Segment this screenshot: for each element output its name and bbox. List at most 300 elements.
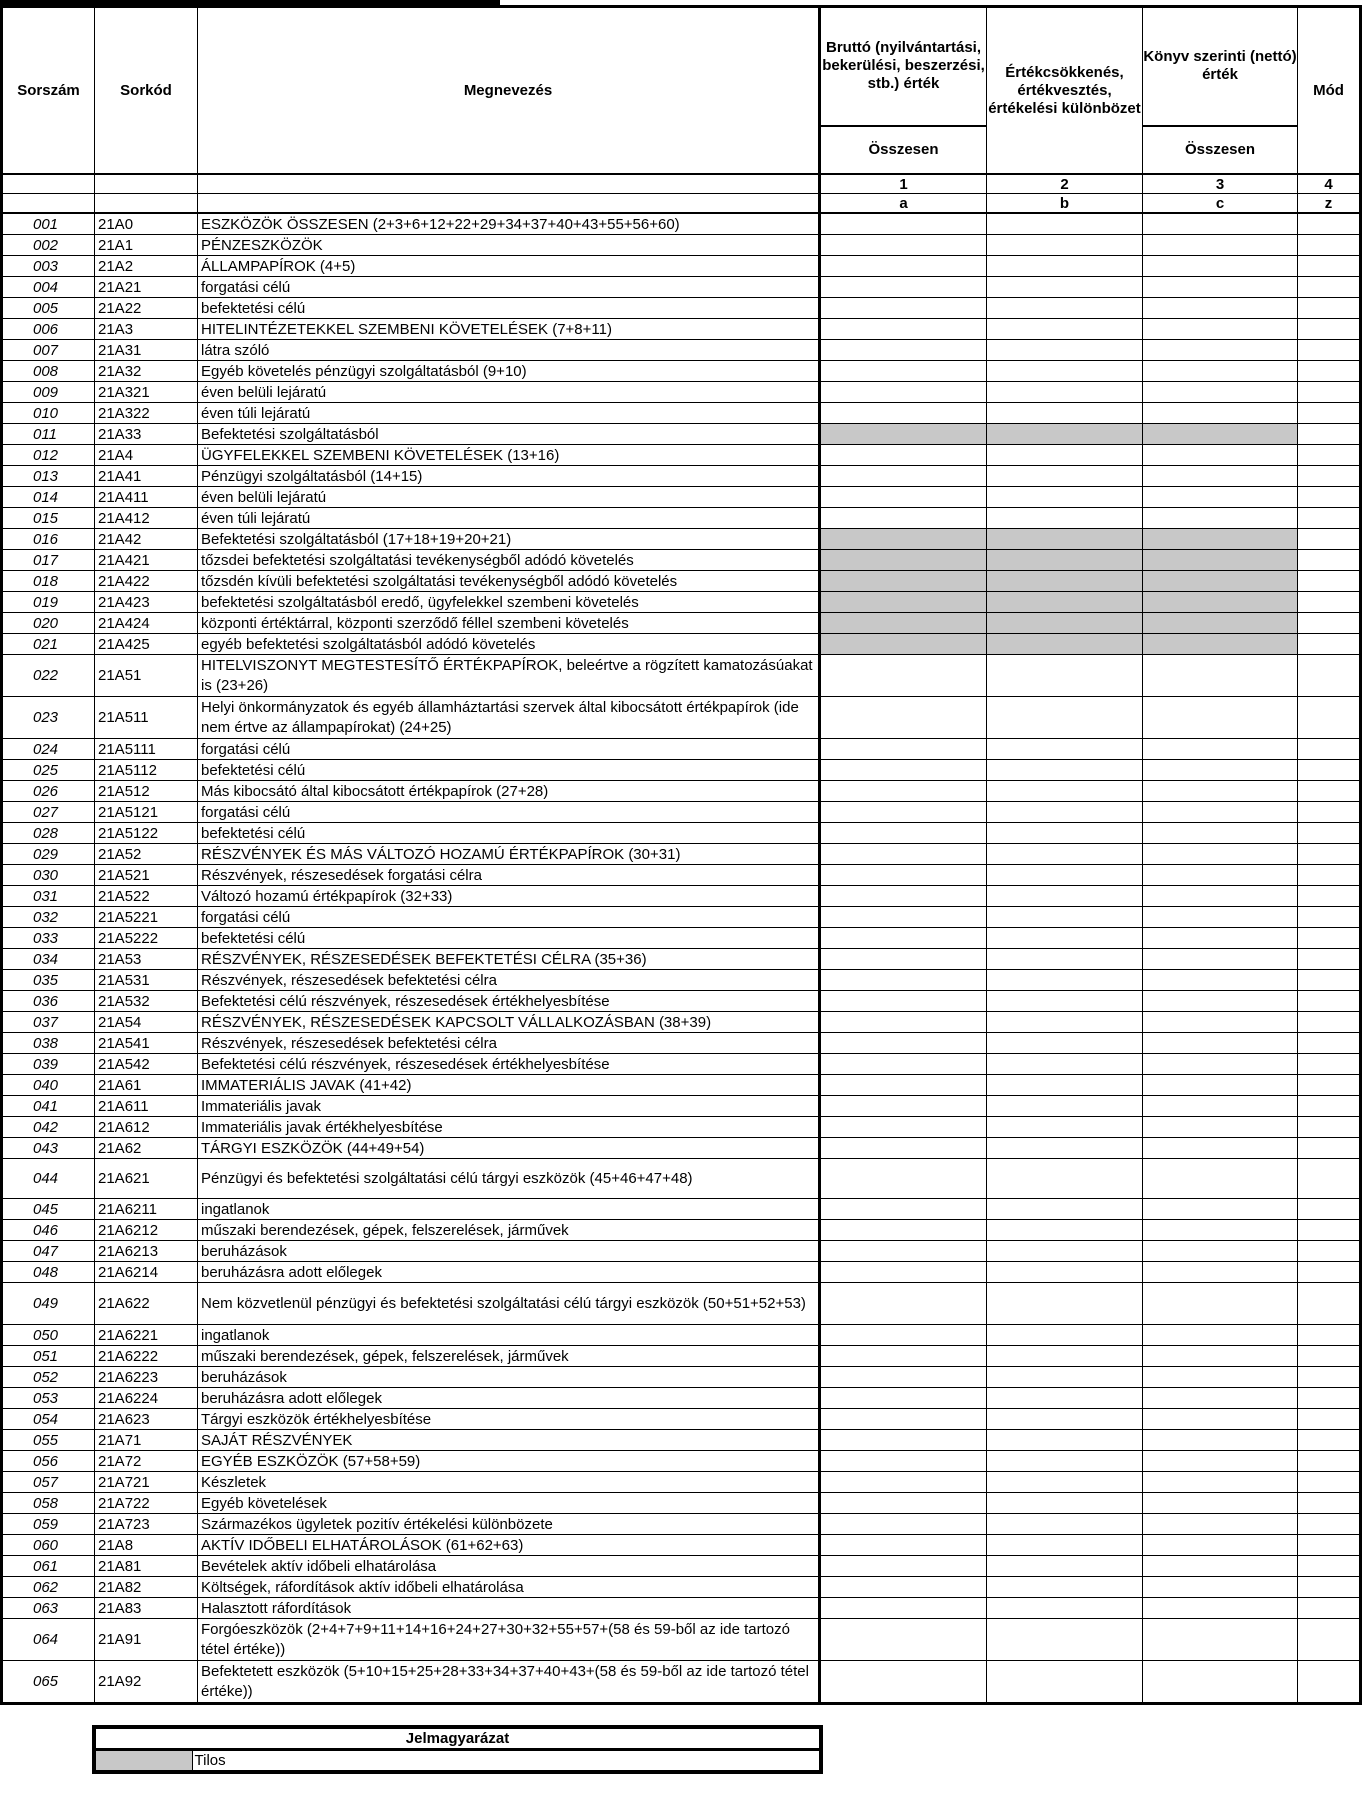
table-row bbox=[2, 1159, 1361, 1199]
value-cell-a[interactable] bbox=[820, 1325, 987, 1346]
value-cell-b[interactable] bbox=[987, 1346, 1143, 1367]
value-cell-a[interactable] bbox=[820, 340, 987, 361]
value-cell-b[interactable] bbox=[987, 844, 1143, 865]
value-cell-z[interactable] bbox=[1298, 865, 1361, 886]
value-cell-z[interactable] bbox=[1298, 1367, 1361, 1388]
value-cell-z[interactable] bbox=[1298, 1577, 1361, 1598]
value-cell-z[interactable] bbox=[1298, 1430, 1361, 1451]
row-sorszam: 008 bbox=[2, 361, 95, 382]
table-row bbox=[2, 1388, 1361, 1409]
value-cell-a[interactable] bbox=[820, 865, 987, 886]
table-row bbox=[2, 487, 1361, 508]
value-cell-a[interactable] bbox=[820, 823, 987, 844]
value-cell-a[interactable] bbox=[820, 781, 987, 802]
value-cell-b[interactable] bbox=[987, 760, 1143, 781]
table-row bbox=[2, 823, 1361, 844]
value-cell-z[interactable] bbox=[1298, 949, 1361, 970]
table-row bbox=[2, 1619, 1361, 1661]
value-cell-c[interactable] bbox=[1143, 697, 1298, 739]
value-cell-c[interactable] bbox=[1143, 739, 1298, 760]
value-cell-z[interactable] bbox=[1298, 508, 1361, 529]
value-cell-b[interactable] bbox=[987, 1075, 1143, 1096]
value-cell-b[interactable] bbox=[987, 508, 1143, 529]
value-cell-b[interactable] bbox=[987, 1199, 1143, 1220]
value-cell-b[interactable] bbox=[987, 1283, 1143, 1325]
value-cell-a[interactable] bbox=[820, 1262, 987, 1283]
value-cell-z[interactable] bbox=[1298, 487, 1361, 508]
value-cell-z[interactable] bbox=[1298, 1159, 1361, 1199]
value-cell-b[interactable] bbox=[987, 1325, 1143, 1346]
value-cell-c[interactable] bbox=[1143, 1598, 1298, 1619]
table-row bbox=[2, 213, 1361, 235]
value-cell-z[interactable] bbox=[1298, 340, 1361, 361]
value-cell-z[interactable] bbox=[1298, 1409, 1361, 1430]
value-cell-c[interactable] bbox=[1143, 1283, 1298, 1325]
value-cell-a[interactable] bbox=[820, 655, 987, 697]
value-cell-c[interactable] bbox=[1143, 382, 1298, 403]
value-cell-b[interactable] bbox=[987, 1514, 1143, 1535]
row-megnevezes: befektetési szolgáltatásból eredő, ügyfelekkel szembeni követelés bbox=[198, 592, 820, 613]
value-cell-c[interactable] bbox=[1143, 844, 1298, 865]
value-cell-c[interactable] bbox=[1143, 1012, 1298, 1033]
value-cell-b[interactable] bbox=[987, 1619, 1143, 1661]
value-cell-z[interactable] bbox=[1298, 1619, 1361, 1661]
value-cell-b[interactable] bbox=[987, 1409, 1143, 1430]
value-cell-b[interactable] bbox=[987, 781, 1143, 802]
value-cell-z[interactable] bbox=[1298, 424, 1361, 445]
row-megnevezes: Befektetési szolgáltatásból (17+18+19+20+21) bbox=[198, 529, 820, 550]
value-cell-c[interactable] bbox=[1143, 403, 1298, 424]
row-sorszam: 001 bbox=[2, 213, 95, 235]
value-cell-c[interactable] bbox=[1143, 1199, 1298, 1220]
column-number-row bbox=[2, 174, 1361, 194]
value-cell-a[interactable] bbox=[820, 1661, 987, 1704]
value-cell-b[interactable] bbox=[987, 235, 1143, 256]
value-cell-c[interactable] bbox=[1143, 1535, 1298, 1556]
value-cell-b[interactable] bbox=[987, 1012, 1143, 1033]
value-cell-a[interactable] bbox=[820, 1117, 987, 1138]
value-cell-a[interactable] bbox=[820, 319, 987, 340]
value-cell-c[interactable] bbox=[1143, 1138, 1298, 1159]
value-cell-a[interactable] bbox=[820, 760, 987, 781]
value-cell-a[interactable] bbox=[820, 487, 987, 508]
row-sorszam: 013 bbox=[2, 466, 95, 487]
value-cell-a[interactable] bbox=[820, 907, 987, 928]
value-cell-a[interactable] bbox=[820, 1012, 987, 1033]
row-sorkod: 21A621 bbox=[95, 1159, 198, 1199]
value-cell-c[interactable] bbox=[1143, 1430, 1298, 1451]
value-cell-c bbox=[1143, 613, 1298, 634]
value-cell-a[interactable] bbox=[820, 235, 987, 256]
value-cell-c[interactable] bbox=[1143, 487, 1298, 508]
value-cell-a[interactable] bbox=[820, 739, 987, 760]
table-row bbox=[2, 1283, 1361, 1325]
value-cell-b[interactable] bbox=[987, 1598, 1143, 1619]
value-cell-z[interactable] bbox=[1298, 571, 1361, 592]
value-cell-c[interactable] bbox=[1143, 1409, 1298, 1430]
value-cell-c[interactable] bbox=[1143, 235, 1298, 256]
value-cell-z[interactable] bbox=[1298, 1033, 1361, 1054]
value-cell-b[interactable] bbox=[987, 1159, 1143, 1199]
value-cell-b[interactable] bbox=[987, 1262, 1143, 1283]
value-cell-c[interactable] bbox=[1143, 1388, 1298, 1409]
value-cell-c[interactable] bbox=[1143, 1033, 1298, 1054]
value-cell-b[interactable] bbox=[987, 1493, 1143, 1514]
value-cell-b[interactable] bbox=[987, 1117, 1143, 1138]
value-cell-c[interactable] bbox=[1143, 340, 1298, 361]
value-cell-z[interactable] bbox=[1298, 823, 1361, 844]
row-sorkod: 21A424 bbox=[95, 613, 198, 634]
value-cell-a[interactable] bbox=[820, 1493, 987, 1514]
value-cell-z[interactable] bbox=[1298, 655, 1361, 697]
value-cell-c[interactable] bbox=[1143, 1493, 1298, 1514]
value-cell-c[interactable] bbox=[1143, 1556, 1298, 1577]
value-cell-z[interactable] bbox=[1298, 844, 1361, 865]
table-row bbox=[2, 1346, 1361, 1367]
row-sorkod: 21A611 bbox=[95, 1096, 198, 1117]
value-cell-a[interactable] bbox=[820, 1430, 987, 1451]
value-cell-a[interactable] bbox=[820, 886, 987, 907]
value-cell-z[interactable] bbox=[1298, 697, 1361, 739]
value-cell-a[interactable] bbox=[820, 298, 987, 319]
value-cell-a[interactable] bbox=[820, 1220, 987, 1241]
value-cell-a[interactable] bbox=[820, 466, 987, 487]
value-cell-b[interactable] bbox=[987, 886, 1143, 907]
value-cell-a[interactable] bbox=[820, 508, 987, 529]
value-cell-b[interactable] bbox=[987, 466, 1143, 487]
value-cell-a[interactable] bbox=[820, 1241, 987, 1262]
value-cell-c[interactable] bbox=[1143, 445, 1298, 466]
value-cell-z[interactable] bbox=[1298, 550, 1361, 571]
row-sorszam: 021 bbox=[2, 634, 95, 655]
value-cell-b[interactable] bbox=[987, 445, 1143, 466]
value-cell-a[interactable] bbox=[820, 1535, 987, 1556]
column-letter-row bbox=[2, 194, 1361, 214]
value-cell-a[interactable] bbox=[820, 1556, 987, 1577]
value-cell-z[interactable] bbox=[1298, 613, 1361, 634]
value-cell-c[interactable] bbox=[1143, 1451, 1298, 1472]
table-row bbox=[2, 1514, 1361, 1535]
value-cell-z[interactable] bbox=[1298, 1451, 1361, 1472]
value-cell-a[interactable] bbox=[820, 1159, 987, 1199]
value-cell-z[interactable] bbox=[1298, 991, 1361, 1012]
value-cell-z[interactable] bbox=[1298, 802, 1361, 823]
value-cell-b[interactable] bbox=[987, 949, 1143, 970]
value-cell-c[interactable] bbox=[1143, 1075, 1298, 1096]
value-cell-c[interactable] bbox=[1143, 277, 1298, 298]
value-cell-b[interactable] bbox=[987, 1241, 1143, 1262]
value-cell-b[interactable] bbox=[987, 403, 1143, 424]
value-cell-a[interactable] bbox=[820, 1451, 987, 1472]
value-cell-b[interactable] bbox=[987, 298, 1143, 319]
value-cell-z[interactable] bbox=[1298, 445, 1361, 466]
value-cell-b[interactable] bbox=[987, 1535, 1143, 1556]
value-cell-c[interactable] bbox=[1143, 1325, 1298, 1346]
value-cell-c[interactable] bbox=[1143, 213, 1298, 235]
value-cell-b[interactable] bbox=[987, 865, 1143, 886]
value-cell-c[interactable] bbox=[1143, 949, 1298, 970]
table-row bbox=[2, 1220, 1361, 1241]
value-cell-z[interactable] bbox=[1298, 1117, 1361, 1138]
col-num-1: 1 bbox=[820, 174, 987, 194]
value-cell-c[interactable] bbox=[1143, 928, 1298, 949]
value-cell-z[interactable] bbox=[1298, 1661, 1361, 1704]
value-cell-a[interactable] bbox=[820, 1033, 987, 1054]
row-sorkod: 21A422 bbox=[95, 571, 198, 592]
legend-table bbox=[92, 1725, 823, 1774]
row-sorkod: 21A531 bbox=[95, 970, 198, 991]
value-cell-a[interactable] bbox=[820, 844, 987, 865]
value-cell-c[interactable] bbox=[1143, 1577, 1298, 1598]
value-cell-b[interactable] bbox=[987, 319, 1143, 340]
value-cell-z[interactable] bbox=[1298, 1262, 1361, 1283]
value-cell-b[interactable] bbox=[987, 970, 1143, 991]
row-sorkod: 21A53 bbox=[95, 949, 198, 970]
value-cell-z[interactable] bbox=[1298, 1220, 1361, 1241]
value-cell-c[interactable] bbox=[1143, 886, 1298, 907]
row-sorkod: 21A62 bbox=[95, 1138, 198, 1159]
value-cell-b[interactable] bbox=[987, 823, 1143, 844]
value-cell-c[interactable] bbox=[1143, 1472, 1298, 1493]
value-cell-z[interactable] bbox=[1298, 403, 1361, 424]
row-megnevezes: TÁRGYI ESZKÖZÖK (44+49+54) bbox=[198, 1138, 820, 1159]
value-cell-b[interactable] bbox=[987, 1220, 1143, 1241]
row-megnevezes: ESZKÖZÖK ÖSSZESEN (2+3+6+12+22+29+34+37+40+43+55+56+60) bbox=[198, 213, 820, 235]
value-cell-a[interactable] bbox=[820, 802, 987, 823]
value-cell-z[interactable] bbox=[1298, 781, 1361, 802]
value-cell-a[interactable] bbox=[820, 928, 987, 949]
value-cell-b[interactable] bbox=[987, 487, 1143, 508]
value-cell-c[interactable] bbox=[1143, 466, 1298, 487]
value-cell-c[interactable] bbox=[1143, 865, 1298, 886]
table-row bbox=[2, 298, 1361, 319]
row-sorszam: 023 bbox=[2, 697, 95, 739]
value-cell-a[interactable] bbox=[820, 1472, 987, 1493]
table-row bbox=[2, 1033, 1361, 1054]
value-cell-c[interactable] bbox=[1143, 1661, 1298, 1704]
value-cell-a[interactable] bbox=[820, 1283, 987, 1325]
value-cell-a[interactable] bbox=[820, 1367, 987, 1388]
value-cell-z[interactable] bbox=[1298, 592, 1361, 613]
value-cell-c[interactable] bbox=[1143, 1241, 1298, 1262]
value-cell-z[interactable] bbox=[1298, 907, 1361, 928]
value-cell-b[interactable] bbox=[987, 340, 1143, 361]
value-cell-b[interactable] bbox=[987, 382, 1143, 403]
value-cell-b[interactable] bbox=[987, 1388, 1143, 1409]
value-cell-a[interactable] bbox=[820, 1514, 987, 1535]
value-cell-c[interactable] bbox=[1143, 1262, 1298, 1283]
value-cell-b[interactable] bbox=[987, 1138, 1143, 1159]
header-osszesen-3: Összesen bbox=[1143, 126, 1298, 174]
value-cell-b bbox=[987, 634, 1143, 655]
value-cell-z[interactable] bbox=[1298, 466, 1361, 487]
value-cell-a[interactable] bbox=[820, 256, 987, 277]
row-sorkod: 21A6212 bbox=[95, 1220, 198, 1241]
value-cell-z[interactable] bbox=[1298, 235, 1361, 256]
value-cell-z[interactable] bbox=[1298, 1199, 1361, 1220]
row-sorkod: 21A72 bbox=[95, 1451, 198, 1472]
table-row bbox=[2, 403, 1361, 424]
value-cell-c[interactable] bbox=[1143, 781, 1298, 802]
value-cell-b[interactable] bbox=[987, 1096, 1143, 1117]
value-cell-b[interactable] bbox=[987, 1661, 1143, 1704]
value-cell-a bbox=[820, 613, 987, 634]
value-cell-b[interactable] bbox=[987, 1054, 1143, 1075]
value-cell-z[interactable] bbox=[1298, 319, 1361, 340]
value-cell-c[interactable] bbox=[1143, 1159, 1298, 1199]
value-cell-c[interactable] bbox=[1143, 1346, 1298, 1367]
row-sorszam: 020 bbox=[2, 613, 95, 634]
value-cell-z[interactable] bbox=[1298, 1241, 1361, 1262]
value-cell-c[interactable] bbox=[1143, 1619, 1298, 1661]
value-cell-a[interactable] bbox=[820, 1199, 987, 1220]
value-cell-z[interactable] bbox=[1298, 634, 1361, 655]
value-cell-c[interactable] bbox=[1143, 256, 1298, 277]
value-cell-b[interactable] bbox=[987, 361, 1143, 382]
value-cell-z[interactable] bbox=[1298, 213, 1361, 235]
value-cell-b[interactable] bbox=[987, 1033, 1143, 1054]
value-cell-c[interactable] bbox=[1143, 1117, 1298, 1138]
value-cell-c bbox=[1143, 424, 1298, 445]
value-cell-b[interactable] bbox=[987, 1577, 1143, 1598]
value-cell-a[interactable] bbox=[820, 1598, 987, 1619]
value-cell-b[interactable] bbox=[987, 1472, 1143, 1493]
value-cell-z[interactable] bbox=[1298, 1075, 1361, 1096]
value-cell-z[interactable] bbox=[1298, 1493, 1361, 1514]
value-cell-c[interactable] bbox=[1143, 298, 1298, 319]
value-cell-z[interactable] bbox=[1298, 529, 1361, 550]
value-cell-b[interactable] bbox=[987, 907, 1143, 928]
table-row bbox=[2, 1262, 1361, 1283]
value-cell-z[interactable] bbox=[1298, 1598, 1361, 1619]
value-cell-c[interactable] bbox=[1143, 508, 1298, 529]
row-sorszam: 057 bbox=[2, 1472, 95, 1493]
value-cell-a[interactable] bbox=[820, 403, 987, 424]
value-cell-c[interactable] bbox=[1143, 655, 1298, 697]
value-cell-a[interactable] bbox=[820, 361, 987, 382]
value-cell-c[interactable] bbox=[1143, 319, 1298, 340]
row-megnevezes: HITELINTÉZETEKKEL SZEMBENI KÖVETELÉSEK (7+8+11) bbox=[198, 319, 820, 340]
value-cell-z[interactable] bbox=[1298, 760, 1361, 781]
row-sorkod: 21A51 bbox=[95, 655, 198, 697]
value-cell-a[interactable] bbox=[820, 382, 987, 403]
value-cell-b[interactable] bbox=[987, 1430, 1143, 1451]
value-cell-z[interactable] bbox=[1298, 1283, 1361, 1325]
row-sorszam: 009 bbox=[2, 382, 95, 403]
row-sorkod: 21A91 bbox=[95, 1619, 198, 1661]
value-cell-c[interactable] bbox=[1143, 907, 1298, 928]
value-cell-z[interactable] bbox=[1298, 298, 1361, 319]
value-cell-c[interactable] bbox=[1143, 361, 1298, 382]
value-cell-z[interactable] bbox=[1298, 277, 1361, 298]
value-cell-a[interactable] bbox=[820, 1138, 987, 1159]
value-cell-a[interactable] bbox=[820, 991, 987, 1012]
value-cell-b[interactable] bbox=[987, 928, 1143, 949]
value-cell-c[interactable] bbox=[1143, 991, 1298, 1012]
value-cell-c[interactable] bbox=[1143, 1220, 1298, 1241]
value-cell-c[interactable] bbox=[1143, 1367, 1298, 1388]
value-cell-c[interactable] bbox=[1143, 823, 1298, 844]
row-megnevezes: központi értéktárral, központi szerződő féllel szembeni követelés bbox=[198, 613, 820, 634]
value-cell-a[interactable] bbox=[820, 949, 987, 970]
value-cell-b[interactable] bbox=[987, 655, 1143, 697]
value-cell-z[interactable] bbox=[1298, 1096, 1361, 1117]
value-cell-z[interactable] bbox=[1298, 970, 1361, 991]
value-cell-a[interactable] bbox=[820, 1075, 987, 1096]
value-cell-z[interactable] bbox=[1298, 1472, 1361, 1493]
row-megnevezes: Befektetési szolgáltatásból bbox=[198, 424, 820, 445]
value-cell-z[interactable] bbox=[1298, 886, 1361, 907]
value-cell-z[interactable] bbox=[1298, 1138, 1361, 1159]
row-megnevezes: HITELVISZONYT MEGTESTESÍTŐ ÉRTÉKPAPÍROK, beleértve a rögzített kamatozásúakat is (23+26) bbox=[198, 655, 820, 697]
value-cell-a[interactable] bbox=[820, 1409, 987, 1430]
value-cell-z[interactable] bbox=[1298, 1535, 1361, 1556]
row-sorkod: 21A1 bbox=[95, 235, 198, 256]
value-cell-b[interactable] bbox=[987, 1367, 1143, 1388]
row-megnevezes: PÉNZESZKÖZÖK bbox=[198, 235, 820, 256]
table-row bbox=[2, 1598, 1361, 1619]
value-cell-b[interactable] bbox=[987, 991, 1143, 1012]
value-cell-z[interactable] bbox=[1298, 1054, 1361, 1075]
row-sorkod: 21A52 bbox=[95, 844, 198, 865]
value-cell-a[interactable] bbox=[820, 697, 987, 739]
value-cell-a[interactable] bbox=[820, 213, 987, 235]
value-cell-b[interactable] bbox=[987, 256, 1143, 277]
table-row bbox=[2, 361, 1361, 382]
value-cell-z[interactable] bbox=[1298, 928, 1361, 949]
value-cell-b[interactable] bbox=[987, 213, 1143, 235]
value-cell-b[interactable] bbox=[987, 1451, 1143, 1472]
header-ertekcsokkenes: Értékcsökkenés, értékvesztés, értékelési különbözet bbox=[987, 7, 1143, 175]
value-cell-a[interactable] bbox=[820, 970, 987, 991]
value-cell-z[interactable] bbox=[1298, 1388, 1361, 1409]
value-cell-b[interactable] bbox=[987, 697, 1143, 739]
value-cell-z[interactable] bbox=[1298, 1556, 1361, 1577]
value-cell-z[interactable] bbox=[1298, 739, 1361, 760]
value-cell-a[interactable] bbox=[820, 1577, 987, 1598]
value-cell-b[interactable] bbox=[987, 802, 1143, 823]
value-cell-z[interactable] bbox=[1298, 1325, 1361, 1346]
row-sorszam: 053 bbox=[2, 1388, 95, 1409]
value-cell-a[interactable] bbox=[820, 1054, 987, 1075]
value-cell-c[interactable] bbox=[1143, 970, 1298, 991]
row-sorkod: 21A542 bbox=[95, 1054, 198, 1075]
value-cell-a[interactable] bbox=[820, 1388, 987, 1409]
value-cell-b[interactable] bbox=[987, 739, 1143, 760]
value-cell-a[interactable] bbox=[820, 1619, 987, 1661]
value-cell-c[interactable] bbox=[1143, 1514, 1298, 1535]
value-cell-c[interactable] bbox=[1143, 1054, 1298, 1075]
value-cell-b[interactable] bbox=[987, 277, 1143, 298]
row-megnevezes: Immateriális javak bbox=[198, 1096, 820, 1117]
value-cell-c[interactable] bbox=[1143, 1096, 1298, 1117]
value-cell-z[interactable] bbox=[1298, 1514, 1361, 1535]
table-row bbox=[2, 340, 1361, 361]
value-cell-c[interactable] bbox=[1143, 802, 1298, 823]
value-cell-z[interactable] bbox=[1298, 256, 1361, 277]
row-megnevezes: műszaki berendezések, gépek, felszerelések, járművek bbox=[198, 1220, 820, 1241]
value-cell-z[interactable] bbox=[1298, 1346, 1361, 1367]
value-cell-a[interactable] bbox=[820, 445, 987, 466]
value-cell-z[interactable] bbox=[1298, 361, 1361, 382]
value-cell-z[interactable] bbox=[1298, 1012, 1361, 1033]
value-cell-a[interactable] bbox=[820, 277, 987, 298]
value-cell-z[interactable] bbox=[1298, 382, 1361, 403]
value-cell-c[interactable] bbox=[1143, 760, 1298, 781]
value-cell-b[interactable] bbox=[987, 1556, 1143, 1577]
value-cell-a[interactable] bbox=[820, 1346, 987, 1367]
value-cell-a[interactable] bbox=[820, 1096, 987, 1117]
